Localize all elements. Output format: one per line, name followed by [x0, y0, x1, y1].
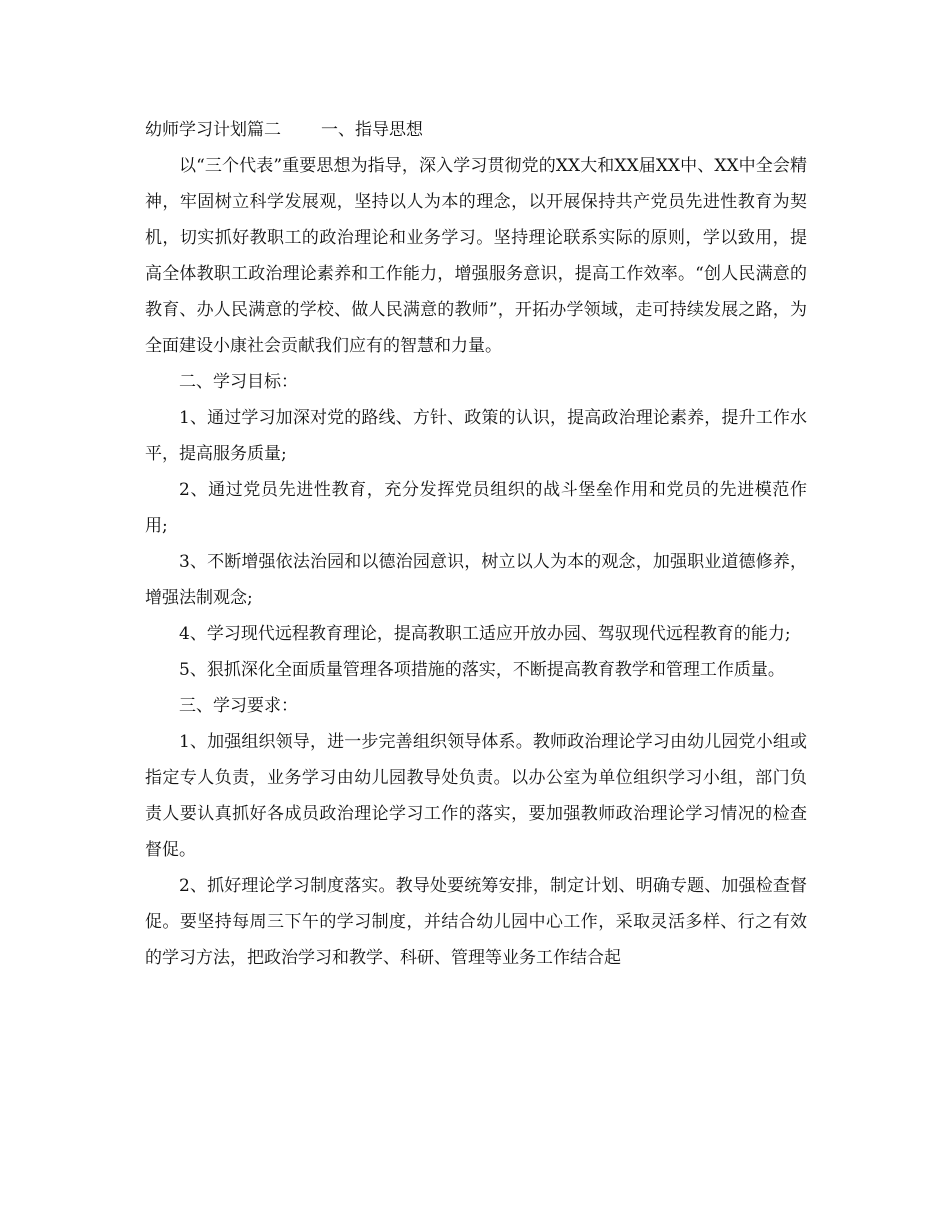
heading-learning-requirements: 三、学习要求： [179, 696, 298, 716]
goal-item-1: 1、通过学习加深对党的路线、方针、政策的认识，提高政治理论素养，提升工作水平，提高服务质量; [145, 408, 807, 464]
goal-item-4: 4、学习现代远程教育理论，提高教职工适应开放办园、驾驭现代远程教育的能力; [179, 624, 791, 644]
heading-learning-goals: 二、学习目标： [179, 372, 298, 392]
goal-item-5: 5、狠抓深化全面质量管理各项措施的落实，不断提高教育教学和管理工作质量。 [179, 660, 785, 680]
goal-item-2: 2、通过党员先进性教育，充分发挥党员组织的战斗堡垒作用和党员的先进模范作用; [145, 480, 807, 536]
document-heading-line [145, 112, 807, 148]
requirement-item-1: 1、加强组织领导，进一步完善组织领导体系。教师政治理论学习由幼儿园党小组或指定专人负责，业务学习由幼儿园教导处负责。以办公室为单位组织学习小组，部门负责人要认真抓好各成员政治理论学习工作的落实，要加强教师政治理论学习情况的检查督促。 [145, 732, 807, 860]
requirement-item-2: 2、抓好理论学习制度落实。教导处要统筹安排，制定计划、明确专题、加强检查督促。要坚持每周三下午的学习制度，并结合幼儿园中心工作，采取灵活多样、行之有效的学习方法，把政治学习和教学、科研、管理等业务工作结合起 [145, 876, 807, 968]
document-page [145, 112, 807, 976]
document-title: 幼师学习计划篇二 [145, 120, 281, 140]
section1-heading: 一、指导思想 [321, 120, 423, 140]
paragraph-guiding-thought: 以“三个代表”重要思想为指导，深入学习贯彻党的XX大和XX届XX中、XX中全会精神，牢固树立科学发展观，坚持以人为本的理念，以开展保持共产党员先进性教育为契机，切实抓好教职工的政治理论和业务学习。坚持理论联系实际的原则，学以致用，提高全体教职工政治理论素养和工作能力，增强服务意识，提高工作效率。“创人民满意的教育、办人民满意的学校、做人民满意的教师”，开拓办学领域，走可持续发展之路，为全面建设小康社会贡献我们应有的智慧和力量。 [145, 156, 807, 356]
goal-item-3: 3、不断增强依法治园和以德治园意识，树立以人为本的观念，加强职业道德修养，增强法制观念; [145, 552, 807, 608]
